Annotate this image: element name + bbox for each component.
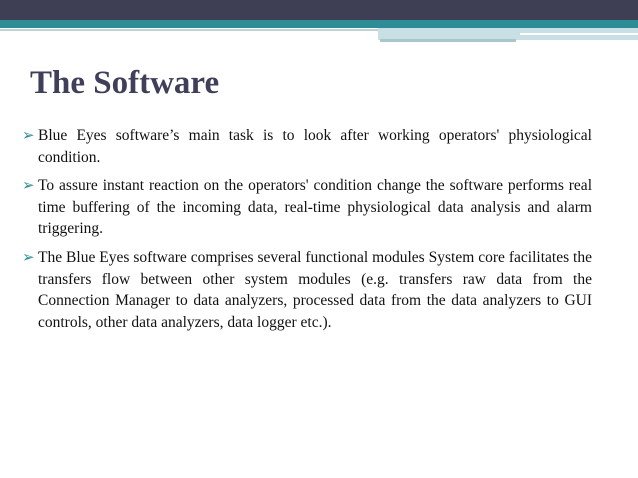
bullet-text: Blue Eyes software’s main task is to look after working operators' physiological condition. <box>38 127 592 166</box>
arrow-bullet-icon: ➢ <box>22 176 35 195</box>
bullet-item <box>22 175 592 240</box>
arrow-bullet-icon: ➢ <box>22 247 35 266</box>
bullet-text: To assure instant reaction on the operators' condition change the software performs real time buffering of the incoming data, real-time physiological data analysis and alarm triggering. <box>38 177 592 238</box>
header-band-line <box>0 29 378 31</box>
header-band-line <box>380 39 516 42</box>
bullet-item <box>22 247 592 333</box>
bullet-list <box>22 125 592 340</box>
header-band-dark <box>0 0 638 20</box>
bullet-item <box>22 125 592 168</box>
header-band-teal <box>0 20 638 28</box>
header-band-line <box>520 33 638 35</box>
arrow-bullet-icon: ➢ <box>22 126 35 144</box>
bullet-text: The Blue Eyes software comprises several functional modules System core facilitates the transfers flow between other system modules (e.g. transfers raw data from the Connection Manager to data analyzers, processed data from the data analyzers to GUI controls, other data analyzers, data logger etc.). <box>38 248 592 331</box>
slide-title: The Software <box>30 65 220 101</box>
